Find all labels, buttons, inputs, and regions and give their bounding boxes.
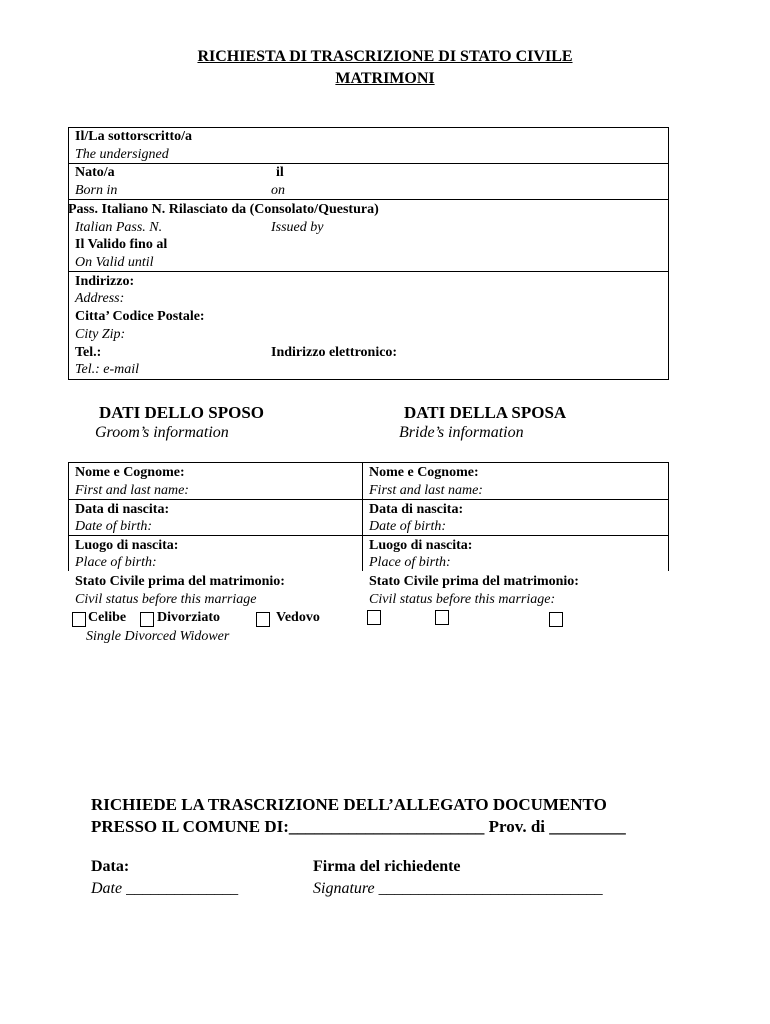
bride-heading: DATI DELLA SPOSA xyxy=(404,403,567,422)
city-zip-label-en: City Zip: xyxy=(75,327,126,342)
groom-pob-label-en: Place of birth: xyxy=(75,555,157,570)
bride-pob-label: Luogo di nascita: xyxy=(369,538,473,553)
groom-single-checkbox[interactable] xyxy=(72,612,86,627)
passport-label: Pass. Italiano N. Rilasciato da (Consolato/Questura) xyxy=(68,202,379,217)
groom-civil-status-label: Stato Civile prima del matrimonio: xyxy=(75,574,285,589)
groom-civil-status-label-en: Civil status before this marriage xyxy=(75,592,257,607)
groom-single-label: Celibe xyxy=(88,610,127,625)
bride-pob-label-en: Place of birth: xyxy=(369,555,451,570)
tel-email-label-en: Tel.: e-mail xyxy=(75,362,140,377)
groom-options-en: Single Divorced Widower xyxy=(86,629,230,644)
groom-dob-label: Data di nascita: xyxy=(75,502,170,517)
divider xyxy=(68,462,669,463)
request-line1: RICHIEDE LA TRASCRIZIONE DELL’ALLEGATO DOCUMENTO xyxy=(91,795,607,814)
groom-pob-label: Luogo di nascita: xyxy=(75,538,179,553)
title-line2: MATRIMONI xyxy=(335,70,435,87)
city-zip-label: Citta’ Codice Postale: xyxy=(75,309,205,324)
title-line1: RICHIESTA DI TRASCRIZIONE DI STATO CIVILE xyxy=(197,48,573,65)
bride-heading-en: Bride’s information xyxy=(399,424,524,441)
bride-divorced-checkbox[interactable] xyxy=(435,610,449,625)
bride-dob-label: Data di nascita: xyxy=(369,502,464,517)
divider xyxy=(68,199,669,200)
date-field[interactable]: Date ______________ xyxy=(91,880,239,897)
bride-widow-checkbox[interactable] xyxy=(549,612,563,627)
groom-name-label: Nome e Cognome: xyxy=(75,465,185,480)
bride-civil-status-label-en: Civil status before this marriage: xyxy=(369,592,556,607)
groom-heading-en: Groom’s information xyxy=(95,424,229,441)
groom-widower-checkbox[interactable] xyxy=(256,612,270,627)
groom-divorced-checkbox[interactable] xyxy=(140,612,154,627)
groom-divorced-label: Divorziato xyxy=(157,610,220,625)
divider xyxy=(668,462,669,571)
signature-label: Firma del richiedente xyxy=(313,858,461,875)
bride-name-label-en: First and last name: xyxy=(369,483,483,498)
bride-nubile-checkbox[interactable] xyxy=(367,610,381,625)
divider xyxy=(68,163,669,164)
passport-label-en: Italian Pass. N. xyxy=(75,220,163,235)
divider xyxy=(362,462,363,571)
tel-label: Tel.: xyxy=(75,345,102,360)
born-label-en: Born in xyxy=(75,183,118,198)
bride-name-label: Nome e Cognome: xyxy=(369,465,479,480)
on-label: il xyxy=(276,165,284,180)
born-label: Nato/a xyxy=(75,165,115,180)
divider xyxy=(68,499,669,500)
undersigned-label: Il/La sottorscritto/a xyxy=(75,129,193,144)
valid-until-label: Il Valido fino al xyxy=(75,237,168,252)
bride-dob-label-en: Date of birth: xyxy=(369,519,446,534)
undersigned-label-en: The undersigned xyxy=(75,147,169,162)
issued-by-label-en: Issued by xyxy=(271,220,324,235)
on-label-en: on xyxy=(271,183,285,198)
bride-civil-status-label: Stato Civile prima del matrimonio: xyxy=(369,574,579,589)
address-label: Indirizzo: xyxy=(75,274,135,289)
applicant-box xyxy=(68,127,669,380)
groom-dob-label-en: Date of birth: xyxy=(75,519,152,534)
divider xyxy=(68,462,69,571)
date-label: Data: xyxy=(91,858,130,875)
groom-name-label-en: First and last name: xyxy=(75,483,189,498)
request-line2: PRESSO IL COMUNE DI:_______________________ Prov. di _________ xyxy=(91,817,626,836)
groom-widower-label: Vedovo xyxy=(276,610,320,625)
groom-heading: DATI DELLO SPOSO xyxy=(99,403,265,422)
valid-until-label-en: On Valid until xyxy=(75,255,154,270)
divider xyxy=(68,535,669,536)
address-label-en: Address: xyxy=(75,291,125,306)
email-label: Indirizzo elettronico: xyxy=(271,345,398,360)
signature-field[interactable]: Signature ____________________________ xyxy=(313,880,603,897)
divider xyxy=(68,271,669,272)
